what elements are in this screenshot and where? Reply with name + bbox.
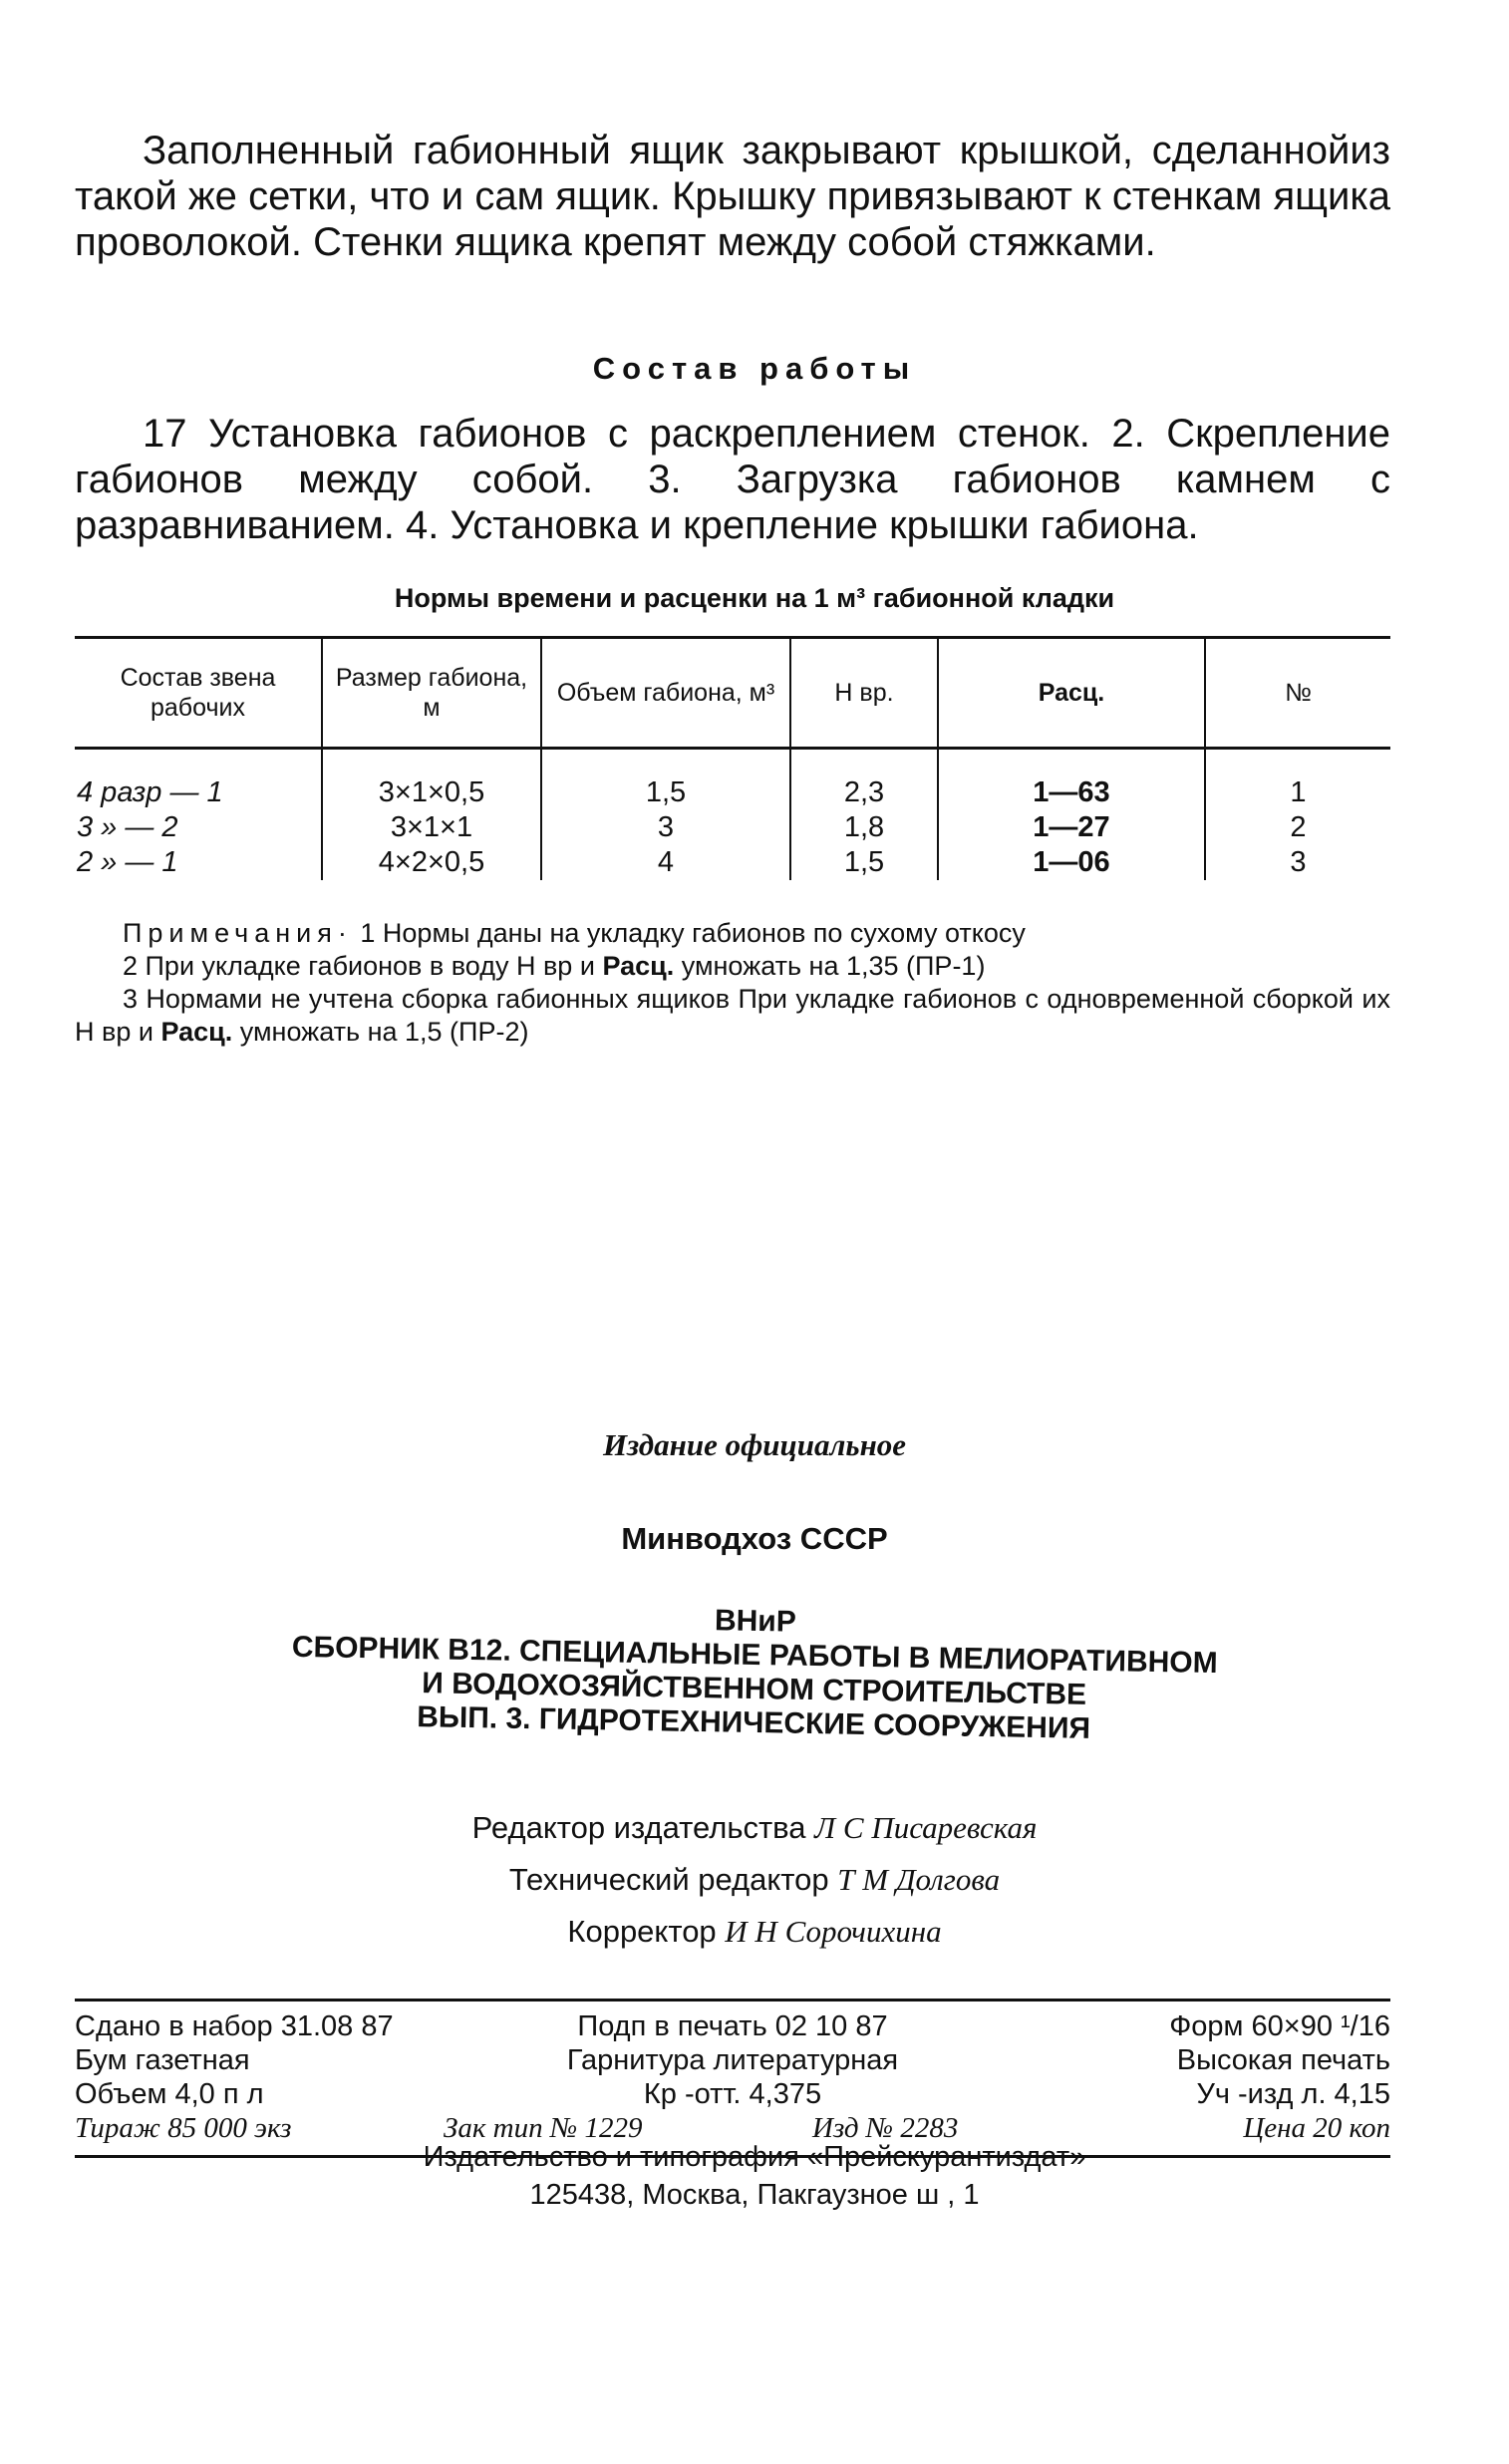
cell-crew: 3 » — 2 — [77, 811, 178, 843]
cell-rate: 1—63 — [938, 749, 1205, 811]
note-3-text-b: Расц. — [160, 1017, 233, 1047]
cell-norm-time: 2,3 — [790, 749, 938, 811]
publisher-address: 125438, Москва, Пакгаузное ш , 1 — [529, 2179, 980, 2211]
header-number: № — [1205, 638, 1390, 749]
collection-line-4: ВЫП. 3. ГИДРОТЕХНИЧЕСКИЕ СООРУЖЕНИЯ — [416, 1700, 1091, 1745]
table-title: Нормы времени и расценки на 1 м³ габионной кладки — [394, 583, 1115, 613]
cell-rate: 1—06 — [938, 845, 1205, 880]
corrector-name: И Н Сорочихина — [725, 1914, 942, 1949]
header-norm-time: Н вр. — [790, 638, 938, 749]
cell-size: 4×2×0,5 — [322, 845, 541, 880]
notes-label: Примечания· — [123, 918, 353, 948]
imprint-print-date: Подп в печать 02 10 87 — [577, 2010, 888, 2042]
imprint-typeset-date: Сдано в набор 31.08 87 — [75, 2010, 394, 2042]
table-header-row — [75, 638, 1390, 749]
imprint-row — [75, 2077, 1390, 2111]
note-2 — [75, 950, 1390, 983]
cell-norm-time: 1,5 — [790, 845, 938, 880]
cell-size: 3×1×0,5 — [322, 749, 541, 811]
intro-text: Заполненный габионный ящик закрывают крышкой, сделаннойиз такой же сетки, что и сам ящик. Крышку привязывают к стенкам ящика проволокой. Стенки ящика крепят между собой стяжками. — [75, 129, 1390, 264]
cell-number: 2 — [1205, 810, 1390, 845]
tech-editor-line — [0, 1854, 1509, 1906]
imprint-edition-number: Изд № 2283 — [812, 2112, 959, 2144]
imprint-typeface: Гарнитура литературная — [566, 2044, 899, 2076]
imprint-circulation: Тираж 85 000 экз — [75, 2112, 292, 2144]
imprint-price: Цена 20 коп — [1243, 2112, 1390, 2144]
imprint-format: Форм 60×90 ¹/16 — [1169, 2010, 1390, 2042]
cell-number: 3 — [1205, 845, 1390, 880]
cell-crew: 4 разр — 1 — [77, 776, 223, 808]
credits — [0, 1802, 1509, 1958]
collection-line-2: СБОРНИК В12. СПЕЦИАЛЬНЫЕ РАБОТЫ В МЕЛИОРАТИВНОМ — [291, 1630, 1218, 1681]
editor-line — [0, 1802, 1509, 1854]
imprint-paper: Бум газетная — [75, 2044, 250, 2076]
imprint-row — [75, 2043, 1390, 2077]
imprint-row — [75, 2009, 1390, 2043]
cell-crew: 2 » — 1 — [77, 846, 178, 878]
intro-paragraph — [75, 128, 1390, 265]
note-1 — [75, 917, 1390, 950]
imprint-order-number: Зак тип № 1229 — [444, 2112, 643, 2144]
cell-rate: 1—27 — [938, 810, 1205, 845]
ministry-label: Минводхоз СССР — [621, 1521, 888, 1556]
edition-label: Издание официальное — [602, 1427, 907, 1462]
table-row — [75, 845, 1390, 880]
table-row — [75, 749, 1390, 811]
work-text: 17 Установка габионов с раскреплением стенок. 2. Скрепление габионов между собой. 3. Загрузка габионов камнем с разравниванием. 4. Установка и крепление крышки габиона. — [75, 412, 1390, 547]
note-2-text-c: умножать на 1,35 (ПР-1) — [681, 951, 986, 981]
header-size: Размер габиона, м — [322, 638, 541, 749]
note-2-text-b: Расц. — [602, 951, 675, 981]
work-heading: Состав работы — [592, 351, 917, 386]
note-3-text-c: умножать на 1,5 (ПР-2) — [239, 1017, 529, 1047]
table-row — [75, 810, 1390, 845]
editor-label: Редактор издательства — [471, 1810, 806, 1845]
corrector-line — [0, 1906, 1509, 1958]
cell-norm-time: 1,8 — [790, 810, 938, 845]
cell-volume: 1,5 — [541, 749, 790, 811]
cell-number: 1 — [1205, 749, 1390, 811]
editor-name: Л С Писаревская — [814, 1810, 1038, 1845]
imprint-color-prints: Кр -отт. 4,375 — [643, 2078, 822, 2110]
notes — [75, 917, 1390, 1049]
note-3-text-a: 3 Нормами не учтена сборка габионных ящиков При укладке габионов с одновременной сборкой их Н вр и — [75, 984, 1390, 1047]
publisher-info — [0, 2138, 1509, 2214]
publisher-name: Издательство и типография «Прейскурантиздат» — [423, 2141, 1086, 2173]
imprint-block — [75, 1999, 1390, 2158]
header-crew: Состав звена рабочих — [75, 638, 322, 749]
cell-size: 3×1×1 — [322, 810, 541, 845]
header-volume: Объем габиона, м³ — [541, 638, 790, 749]
note-2-text-a: 2 При укладке габионов в воду Н вр и — [123, 951, 595, 981]
imprint-volume: Объем 4,0 п л — [75, 2078, 264, 2110]
cell-volume: 4 — [541, 845, 790, 880]
header-rate: Расц. — [938, 638, 1205, 749]
tech-editor-name: Т М Долгова — [837, 1862, 1001, 1897]
collection-line-1: ВНиР — [714, 1604, 797, 1639]
collection-line-3: И ВОДОХОЗЯЙСТВЕННОМ СТРОИТЕЛЬСТВЕ — [422, 1667, 1087, 1711]
collection-title — [0, 1592, 1509, 1753]
cell-volume: 3 — [541, 810, 790, 845]
corrector-label: Корректор — [567, 1914, 717, 1949]
note-1-text: 1 Нормы даны на укладку габионов по сухому откосу — [360, 918, 1026, 948]
note-3 — [75, 983, 1390, 1049]
tech-editor-label: Технический редактор — [508, 1862, 829, 1897]
norms-table — [75, 636, 1390, 880]
imprint-print-type: Высокая печать — [1176, 2044, 1390, 2076]
imprint-pub-sheets: Уч -изд л. 4,15 — [1196, 2078, 1390, 2110]
